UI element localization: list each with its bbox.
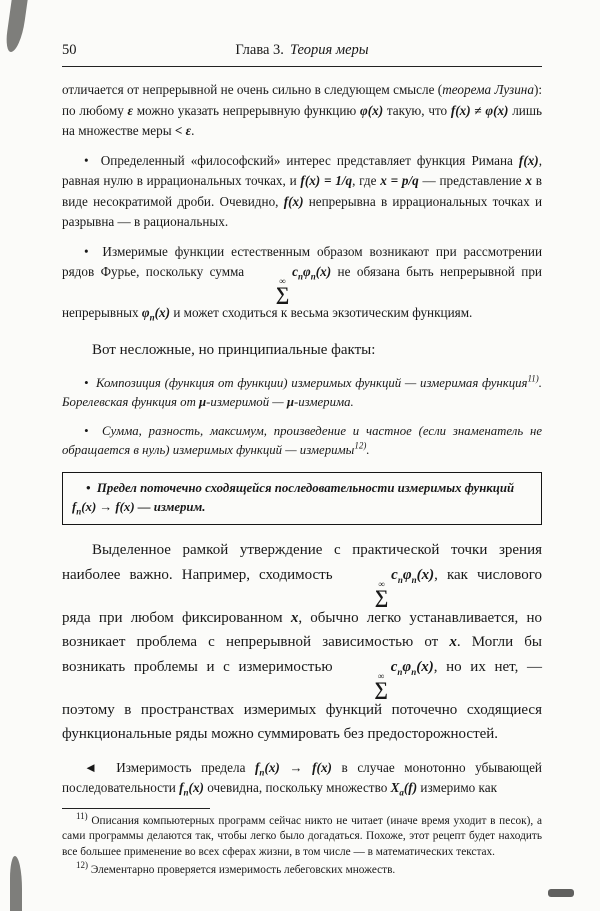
footnote-12: $^{12)}$ Элементарно проверяется измеримость лебеговских множеств. [76, 860, 396, 876]
fact-arithmetic: • Сумма, разность, максимум, произведение и частное (если знаменатель не обращается в нуль) измеримых функций — измеримы$^{12)}$. [62, 424, 542, 457]
paragraph-remark: Выделенное рамкой утверждение с практической точки зрения наиболее важно. Например, сходимость ∞ ∑ $c_n\varphi_n(x)$, как числового ряда при любом фиксированном x, обычно легко устанавливается, но возникает проблема с непрерывной зависимостью от x. Могли бы возникать проблемы и с измеримостью ∞ ∑ $c_n\varphi_n(x)$, но их нет, — поэтому в пространствах измеримых функций поточечно сходящиеся функциональные ряды можно суммировать без предосторожностей. [62, 542, 542, 742]
page-number: 50 [62, 42, 77, 58]
footnote-area [62, 808, 542, 879]
footnote-11: $^{11)}$ Описания компьютерных программ сейчас никто не читает (иначе время уходит в песок), а сами программы делаются так, чтобы легко было догадаться. Похоже, этот рецепт будет находить все большее применение во всех сферах жизни, в том числе — в математических текстах. [62, 810, 542, 859]
bullet-riemann-function: • Определенный «философский» интерес представляет функция Римана f(x), равная нулю в иррациональных точках, и f(x) = 1/q, где x = p/q — представление x в виде несократимой дроби. Очевидно, f(x) непрерывна в иррациональных точках и разрывна — в рациональных. [62, 152, 542, 229]
scan-artifact [10, 856, 22, 911]
fact-composition: • Композиция (функция от функции) измеримых функций — измеримая функция$^{11)}$. Борелевская функция от μ-измеримой — μ-измерима. [62, 373, 542, 409]
page-body [62, 80, 542, 799]
scan-artifact [548, 889, 574, 897]
bullet-fourier-series: • Измеримые функции естественным образом возникают при рассмотрении рядов Фурье, поскольку сумма ∞ ∑ $c_n\varphi_n(x)$ не обязана быть непрерывной при непрерывных $\varphi_n(x)$ и может сходиться к весьма экзотическим функциям. [62, 243, 542, 323]
paragraph-facts-intro: Вот несложные, но принципиальные факты: [92, 341, 376, 358]
page-header [62, 42, 542, 67]
chapter-label: Глава 3. [235, 42, 284, 58]
scan-artifact [4, 0, 27, 52]
paragraph-luzin: отличается от непрерывной не очень сильно в следующем смысле (теорема Лузина): по любому ε можно указать непрерывную функцию φ(x) такую, что f(x) ≠ φ(x) лишь на множестве меры < ε. [62, 82, 542, 138]
footnote-rule [62, 808, 210, 809]
chapter-title: Теория меры [289, 42, 369, 58]
running-title [235, 42, 368, 58]
boxed-theorem-limit: • Предел поточечно сходящейся последовательности измеримых функций $f_n(x) \to f(x)$ — измерим. [62, 472, 542, 525]
paragraph-proof-start: ◄ Измеримость предела $f_n(x) \to f(x)$ в случае монотонно убывающей последовательности $f_n(x)$ очевидна, поскольку множество $X_a(f)$ измеримо как [62, 759, 542, 798]
